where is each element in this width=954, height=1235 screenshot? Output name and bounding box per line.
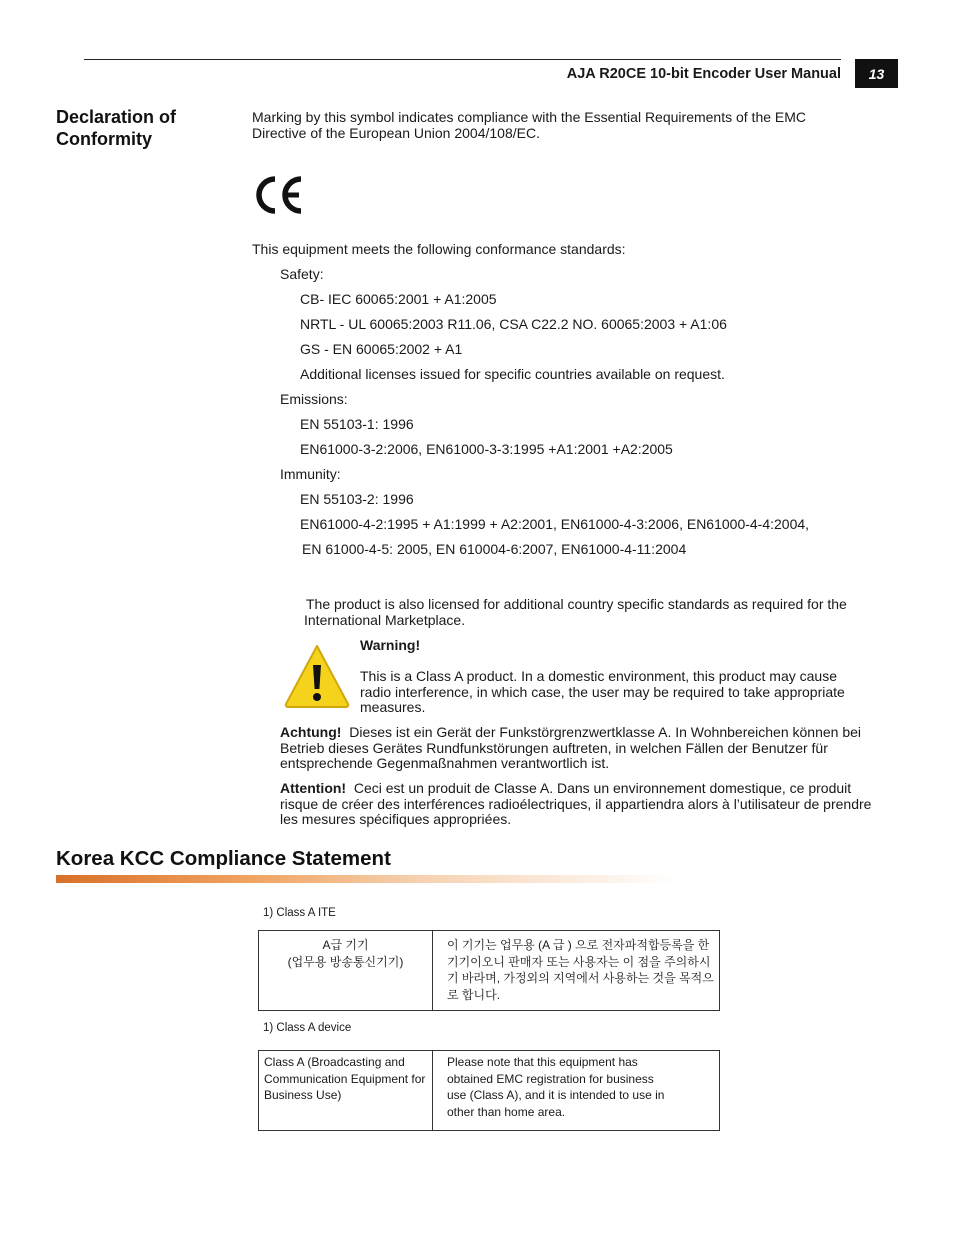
kcc-cell-right: Please note that this equipment has obtained EMC registration for business use (Class A), and it is intended to use in other than home area. (432, 1051, 719, 1130)
page-number-badge: 13 (855, 59, 898, 88)
safety-item: GS - EN 60065:2002 + A1 (300, 341, 463, 357)
cell-text: A급 기기 (322, 938, 369, 952)
kcc-cell-left: Class A (Broadcasting and Communication Equipment for Business Use) (264, 1055, 426, 1102)
table-caption: 1) Class A device (263, 1022, 352, 1034)
heading-line-1: Declaration of (56, 107, 177, 127)
table-caption: 1) Class A ITE (263, 907, 336, 919)
warning-triangle-icon (283, 643, 351, 714)
cell-text: (업무용 방송통신기기) (287, 954, 404, 969)
header-rule (84, 59, 841, 60)
kcc-cell-left (259, 931, 432, 1010)
heading-line-2: Conformity (56, 129, 152, 149)
safety-item: NRTL - UL 60065:2003 R11.06, CSA C22.2 NO. 60065:2003 + A1:06 (300, 316, 727, 332)
achtung-text: Dieses ist ein Gerät der Funkstörgrenzwertklasse A. In Wohnbereichen können bei Betrieb dieses Gerätes Rundfunkstörungen auftreten, in welchen Fällen der Benutzer für entsprechende Gegenmaßnahmen verantwortlich ist. (280, 724, 862, 771)
safety-item: CB- IEC 60065:2001 + A1:2005 (300, 291, 497, 307)
kcc-cell-right: 이 기기는 업무용 (A 급 ) 으로 전자파적합등록을 한 기기이오니 판매자 또는 사용자는 이 점을 주의하시기 바라며, 가정외의 지역에서 사용하는 것을 목적으로 합니다. (432, 931, 719, 1010)
document-title: AJA R20CE 10-bit Encoder User Manual (566, 66, 841, 82)
immunity-item: EN 55103-2: 1996 (300, 491, 414, 507)
warning-title: Warning! (360, 637, 421, 653)
achtung-label: Achtung! (280, 724, 342, 740)
ce-mark-icon (254, 173, 306, 222)
licensed-note: The product is also licensed for additional country specific standards as required for the International Marketplace. (304, 596, 847, 628)
immunity-item: EN61000-4-2:1995 + A1:1999 + A2:2001, EN61000-4-3:2006, EN61000-4-4:2004, (300, 516, 810, 532)
section-heading-korea: Korea KCC Compliance Statement (56, 847, 391, 870)
emissions-label: Emissions: (280, 391, 348, 407)
standards-intro: This equipment meets the following conformance standards: (252, 241, 626, 257)
immunity-item: EN 61000-4-5: 2005, EN 610004-6:2007, EN61000-4-11:2004 (302, 541, 687, 557)
achtung-paragraph (280, 725, 870, 772)
attention-paragraph (280, 781, 872, 828)
safety-label: Safety: (280, 266, 324, 282)
safety-item: Additional licenses issued for specific countries available on request. (300, 366, 725, 382)
declaration-intro: Marking by this symbol indicates compliance with the Essential Requirements of the EMC Directive of the European Union 2004/108/EC. (252, 109, 807, 141)
heading-underline (56, 875, 676, 883)
attention-label: Attention! (280, 780, 347, 796)
kcc-table-korean (258, 930, 720, 1011)
section-heading-declaration (56, 106, 226, 150)
kcc-table-english (258, 1050, 720, 1131)
attention-text: Ceci est un produit de Classe A. Dans un environnement domestique, ce produit risque de créer des interférences radioélectriques, il appartiendra alors à l’utilisateur de prendre les mesures spécifiques appropriées. (280, 780, 872, 827)
immunity-label: Immunity: (280, 466, 341, 482)
emissions-item: EN61000-3-2:2006, EN61000-3-3:1995 +A1:2001 +A2:2005 (300, 441, 673, 457)
warning-text: This is a Class A product. In a domestic environment, this product may cause radio interference, in which case, the user may be required to take appropriate measures. (360, 668, 845, 715)
emissions-item: EN 55103-1: 1996 (300, 416, 414, 432)
